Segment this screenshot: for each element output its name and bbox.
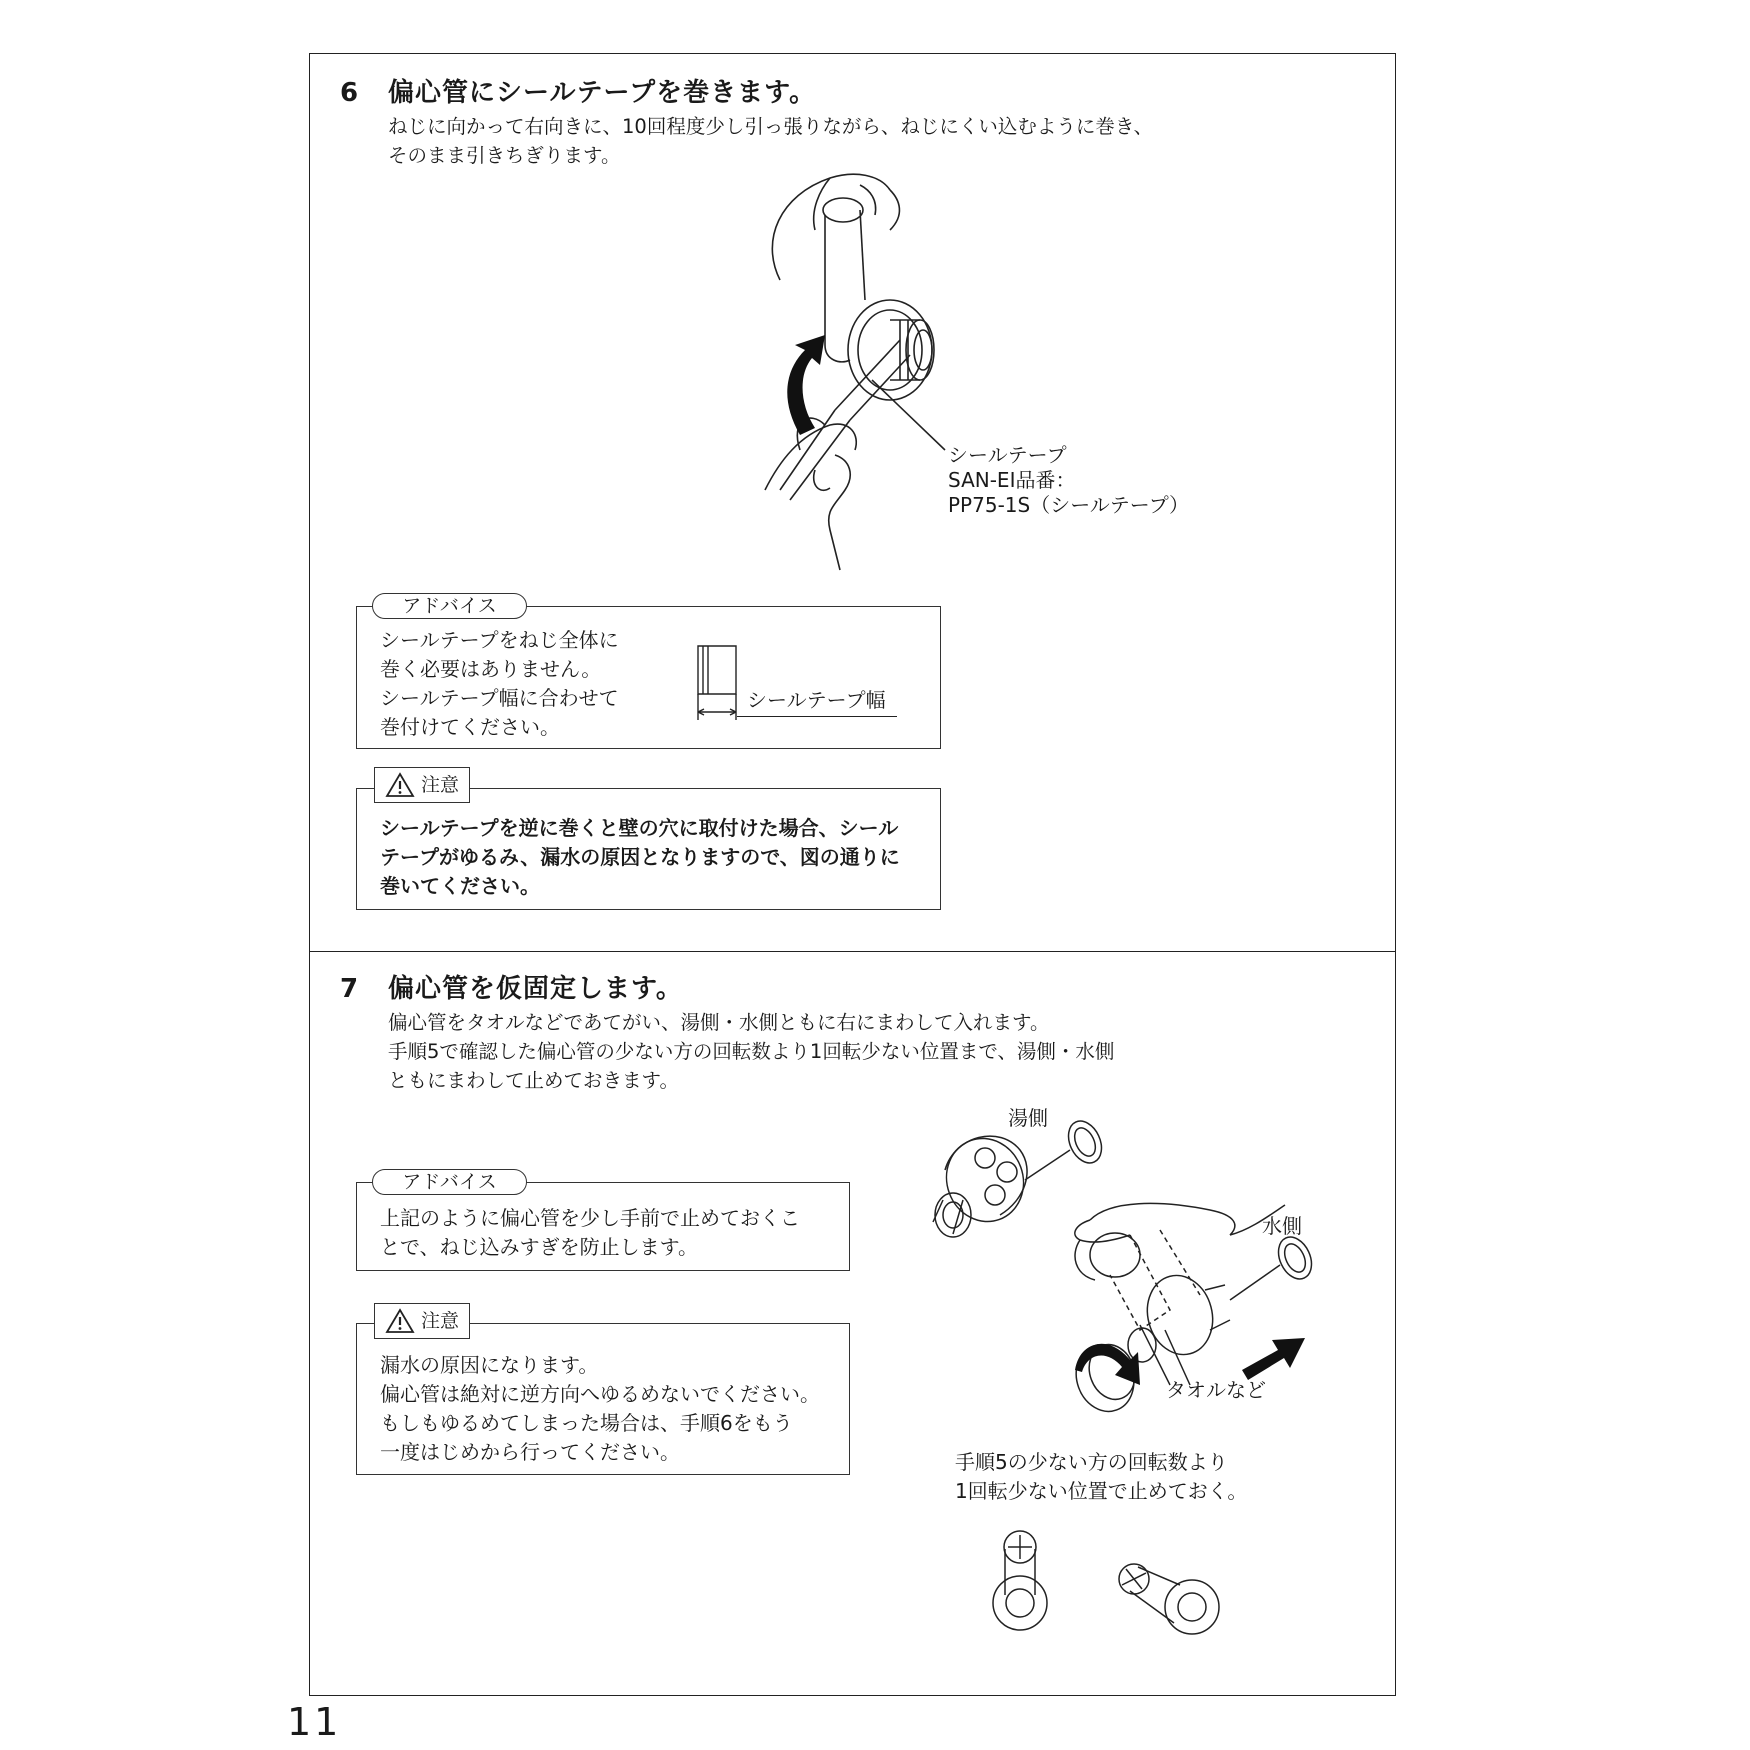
advice-line: 巻く必要はありません。 xyxy=(380,657,602,681)
step7-description-line: 偏心管をタオルなどであてがい、湯側・水側ともに右にまわして入れます。 xyxy=(388,1011,1050,1034)
towel-label: タオルなど xyxy=(1166,1378,1266,1402)
caution-line: 巻いてください。 xyxy=(380,874,540,898)
step6-description-line: ねじに向かって右向きに、10回程度少し引っ張りながら、ねじにくい込むように巻き、 xyxy=(388,115,1154,138)
advice-line: とで、ねじ込みすぎを防止します。 xyxy=(380,1235,698,1259)
step7-title: 偏心管を仮固定します。 xyxy=(388,974,683,1004)
step7-description-line: 手順5で確認した偏心管の少ない方の回転数より1回転少ない位置まで、湯側・水側 xyxy=(388,1040,1115,1063)
seal-tape-label-line: SAN-EI品番： xyxy=(948,468,1076,492)
step6-heading xyxy=(340,72,816,109)
caution-line: シールテープを逆に巻くと壁の穴に取付けた場合、シール xyxy=(380,816,899,840)
seal-tape-label-line: PP75-1S（シールテープ） xyxy=(948,493,1190,517)
pipe-position-tilted-diagram xyxy=(1110,1555,1225,1640)
warning-icon xyxy=(385,1308,415,1334)
rotation-note xyxy=(955,1448,1247,1506)
step6-advice-tag: アドバイス xyxy=(372,593,527,619)
step6-advice-text xyxy=(380,626,619,742)
seal-tape-label xyxy=(948,443,1189,518)
caution-line: 一度はじめから行ってください。 xyxy=(380,1440,680,1464)
step6-number: 6 xyxy=(340,78,360,108)
rotation-note-line: 1回転少ない位置で止めておく。 xyxy=(955,1479,1248,1503)
hot-side-label: 湯側 xyxy=(1008,1106,1048,1130)
caution-line: 偏心管は絶対に逆方向へゆるめないでください。 xyxy=(380,1382,820,1406)
step6-title: 偏心管にシールテープを巻きます。 xyxy=(388,78,817,108)
advice-line: 巻付けてください。 xyxy=(380,715,560,739)
cold-side-label: 水側 xyxy=(1262,1214,1302,1238)
tape-width-underline xyxy=(737,716,897,717)
step7-heading xyxy=(340,968,683,1005)
caution-tag-label: 注意 xyxy=(421,1310,460,1332)
caution-tag-label: 注意 xyxy=(421,774,460,796)
step7-caution-tag xyxy=(374,1303,470,1339)
tape-width-label: シールテープ幅 xyxy=(747,688,886,712)
step7-description-line: ともにまわして止めておきます。 xyxy=(388,1069,679,1092)
step6-description xyxy=(388,112,1153,170)
step6-caution-tag xyxy=(374,767,470,803)
step6-caution-text xyxy=(380,814,900,901)
seal-tape-label-line: シールテープ xyxy=(948,443,1067,467)
advice-line: 上記のように偏心管を少し手前で止めておくこ xyxy=(380,1206,800,1230)
caution-line: テープがゆるみ、漏水の原因となりますので、図の通りに xyxy=(380,845,900,869)
pipe-position-upright-diagram xyxy=(985,1525,1055,1635)
rotation-note-line: 手順5の少ない方の回転数より xyxy=(955,1450,1228,1474)
caution-line: 漏水の原因になります。 xyxy=(380,1353,599,1377)
warning-icon xyxy=(385,772,415,798)
step6-description-line: そのまま引きちぎります。 xyxy=(388,144,621,167)
step7-advice-tag: アドバイス xyxy=(372,1169,527,1195)
advice-line: シールテープをねじ全体に xyxy=(380,628,619,652)
step7-caution-text xyxy=(380,1351,820,1467)
step7-number: 7 xyxy=(340,974,360,1004)
step7-advice-text xyxy=(380,1204,800,1262)
page-number: 11 xyxy=(287,1700,342,1744)
caution-line: もしもゆるめてしまった場合は、手順6をもう xyxy=(380,1411,793,1435)
section-divider xyxy=(309,951,1396,952)
tape-width-diagram xyxy=(690,644,750,724)
advice-line: シールテープ幅に合わせて xyxy=(380,686,619,710)
step7-description xyxy=(388,1008,1114,1095)
